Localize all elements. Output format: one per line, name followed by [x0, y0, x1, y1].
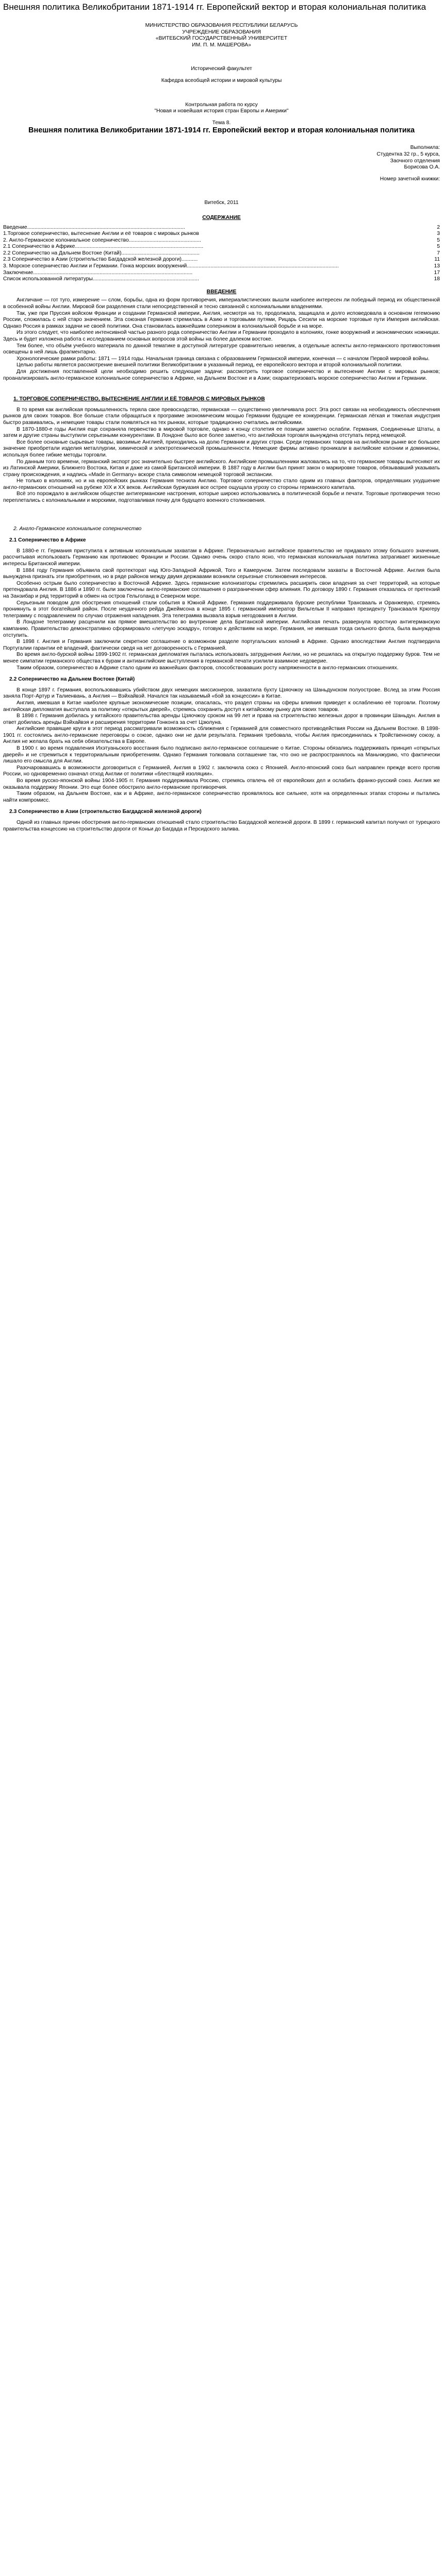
toc-item[interactable] — [3, 270, 440, 277]
paragraph: Таким образом, соперничество в Африке стало одним из важнейших факторов, способствовавших росту напряженности в англо-германских отношениях. — [17, 665, 399, 671]
toc-item-page: 13 — [434, 263, 440, 269]
city-year: Витебск, 2011 — [204, 200, 239, 206]
paragraph: Одной из главных причин обострения англо-германских отношений стало строительство Багдадской железной дороги. В 1899 г. германский капитал получил от турецкого правительства концессию на строительство дороги от Коньи до Багдада и Персидского залива. — [3, 820, 440, 832]
paragraph: В конце 1897 г. Германия, воспользовавшись убийством двух немецких миссионеров, захватила бухту Цзяочжоу на Шаньдунском полуострове. Вслед за этим Россия заняла Порт-Артур и Талиенвань, а Англия — Вэйхайвэй. Начался так называемый «бой за концессии» в Китае. — [3, 687, 440, 700]
department-line: Кафедра всеобщей истории и мировой культуры — [161, 77, 282, 83]
intro-text — [3, 297, 440, 382]
performer-group: Студентка 32 гр., 5 курса, — [376, 151, 440, 157]
topic-title: Внешняя политика Великобритании 1871-1914 гг. Европейский вектор и вторая колониальная политика — [28, 126, 415, 135]
institution-line: УЧРЕЖДЕНИЕ ОБРАЗОВАНИЯ — [182, 29, 261, 35]
university-line: «ВИТЕБСКИЙ ГОСУДАРСТВЕННЫЙ УНИВЕРСИТЕТ — [155, 36, 288, 42]
toc-item-text: Введение........................................................................................................... — [3, 224, 185, 230]
toc-item-text: 2.3 Соперничество в Азии (строительство Багдадской железной дороги)........... — [3, 257, 198, 263]
toc-item[interactable] — [3, 250, 440, 257]
toc-item-text: 2. Англо-Германское колониальное соперничество................................................. — [3, 237, 201, 243]
toc-item[interactable] — [3, 231, 440, 238]
section-1-heading: 1. ТОРГОВОЕ СОПЕРНИЧЕСТВО, ВЫТЕСНЕНИЕ АНГЛИИ И ЕЁ ТОВАРОВ С МИРОВЫХ РЫНКОВ — [13, 396, 265, 402]
toc-item-page: 5 — [437, 244, 440, 250]
record-book-label: Номер зачетной книжки: — [380, 176, 440, 182]
paragraph: Тем более, что объём учебного материала по данной тематике в доступной литературе сравнительно невелик, а отдельные аспекты англо-германского противостояния освещены в ней лишь фрагментарно. — [3, 343, 440, 355]
paragraph: В то время как английская промышленность теряла свое превосходство, германская — существенно увеличивала рост. Эта рост связан на необходимость обеспечения рынков для своих товаров. Все больше стали обращаться к программе экономическим мощью Германии будущие ее конкуренции. Германская лёгкая и тяжелая индустрия быстро развивались, и немецкие товары стали появляться на тех рынках, которые традиционно считались английскими. — [3, 406, 440, 426]
section-2-2-heading: 2.2 Соперничество на Дальнем Востоке (Китай) — [9, 676, 135, 683]
toc-item-text: 2.1 Соперничество в Африке....................................................................................... — [3, 244, 204, 250]
paragraph: В 1898 г. Германия добилась у китайского правительства аренды Цзяочжоу сроком на 99 лет и права на строительство железных дорог в провинции Шаньдун. Англия в ответ добилась аренды Вэйхайвэя и расширения территории Гонконга за счет Цзюлуна. — [3, 713, 440, 725]
document-body — [0, 23, 443, 2576]
section-2-1-heading: 2.1 Соперничество в Африке — [9, 537, 86, 544]
toc-item-page: 17 — [434, 269, 440, 276]
toc-item-page: 7 — [437, 250, 440, 256]
toc-item[interactable] — [3, 276, 440, 283]
toc-item-text: 3. Морское соперничество Англии и Германии. Гонка морских вооружений....................................................................................................... — [3, 263, 339, 269]
toc-list — [3, 225, 440, 283]
paragraph: Не только в колониях, но и на европейских рынках Германия теснила Англию. Торговое соперничество стало одним из главных факторов, определявших ухудшение англо-германских отношений на рубеже XIX и XX веков. Английская буржуазия все острее ощущала угрозу со стороны германского капитала. — [3, 478, 440, 490]
topic-label: Тема 8. — [212, 120, 231, 126]
toc-item-page: 3 — [437, 231, 440, 237]
section-2-3-heading: 2.3 Соперничество в Азии (строительство Багдадской железной дороги) — [9, 809, 202, 815]
toc-item[interactable] — [3, 263, 440, 270]
toc-item-text: Заключение............................................................................................................ — [3, 269, 193, 276]
toc-item-text: 1.Торговое соперничество, вытеснение Англии и её товаров с мировых рынков — [3, 231, 199, 237]
ministry-line: МИНИСТЕРСТВО ОБРАЗОВАНИЯ РЕСПУБЛИКИ БЕЛАРУСЬ — [145, 23, 298, 28]
toc-item[interactable] — [3, 257, 440, 263]
paragraph: В 1884 году Германия объявила свой протекторат над Юго-Западной Африкой, Того и Камеруном. Затем последовали захваты в Восточной Африке. Англия была вынуждена признать эти приобретения, но в ряде районов между двумя державами возникли серьезные столкновения интересов. — [3, 567, 440, 580]
university-name-line: ИМ. П. М. МАШЕРОВА» — [192, 42, 251, 48]
paragraph: Для достижения поставленной цели необходимо решить следующие задачи: рассмотреть торговое соперничество и вытеснение Англии с мировых рынков; проанализировать англо-германское колониальное соперничество в Африке, на Дальнем Востоке и в Азии; охарактеризовать морское соперничество Англии и Германии. — [3, 368, 440, 381]
paragraph: Целью работы является рассмотрение внешней политики Великобритании в указанный период, ее европейского вектора и второй колониальной политики. — [17, 362, 402, 368]
paragraph: В 1898 г. Англия и Германия заключили секретное соглашение о возможном разделе португальских колоний в Африке. Однако впоследствии Англия подтвердила Португалии гарантии её владений, фактически сведя на нет договоренность с Германией. — [3, 639, 440, 651]
paragraph: В 1880-е гг. Германия приступила к активным колониальным захватам в Африке. Первоначально английское правительство не придавало этому большого значения, рассчитывая использовать Германию как противовес Франции и России. Однако очень скоро стало ясно, что германская колониальная политика затрагивает жизненные интересы Британской империи. — [3, 548, 440, 567]
section-2-heading: 2. Англо-Германское колониальное соперничество — [13, 526, 142, 532]
section-2-3-text — [3, 820, 440, 833]
toc-item[interactable] — [3, 238, 440, 244]
paragraph: Серьезным поводом для обострения отношений стали события в Южной Африке. Германия поддерживала бурские республики Трансвааль и Оранжевую, стремясь проникнуть в этот богатейший район. После неудачного рейда Джеймсона в конце 1895 г. германский император Вильгельм II направил президенту Трансвааля Крюгеру телеграмму с поздравлением по случаю отражения нападения. Эта телеграмма вызвала взрыв негодования в Англии. — [3, 600, 440, 619]
paragraph: В 1900 г. во время подавления Ихэтуаньского восстания было подписано англо-германское соглашение о Китае. Стороны обязались поддерживать принцип «открытых дверей» и не стремиться к территориальным приобретениям. Однако Германия толковала соглашение так, что оно не распространялось на Маньчжурию, что фактически лишало его смысла для Англии. — [3, 745, 440, 765]
performer-form: Заочного отделения — [390, 158, 440, 164]
toc-item-page: 18 — [434, 276, 440, 282]
paragraph: Хронологические рамки работы: 1871 — 1914 годы. Начальная граница связана с образованием Германской империи, конечная — с началом Первой мировой войны. — [17, 355, 430, 362]
paragraph: Англичане — гот туго, измерение — слом, борьбы, одна из форм противоречия, империалистических вышли наиболее интересен ли победный период их общественной в особенной войны Англии. Мировой бои разделения стали непосредственной и тесно связанной с колониальными владениями. — [3, 297, 440, 310]
toc-item-text: Список использованной литературы........................................................................ — [3, 276, 199, 282]
toc-item[interactable] — [3, 244, 440, 250]
paragraph: Разочаровавшись в возможности договориться с Германией, Англия в 1902 г. заключила союз с Японией. Англо-японский союз был направлен прежде всего против России, но одновременно означал отход Англии от политики «блестящей изоляции». — [3, 765, 440, 777]
section-2-2-text — [3, 687, 440, 804]
course-line: "Новая и новейшая история стран Европы и Америки" — [154, 108, 289, 114]
intro-heading: ВВЕДЕНИЕ — [206, 289, 237, 295]
paragraph: Во время англо-бурской войны 1899-1902 гг. германская дипломатия пыталась использовать затруднения Англии, но не решилась на открытую поддержку буров. Тем не менее симпатии германского общества к бурам и антианглийские выступления в германской печати усилили взаимное недоверие. — [3, 652, 440, 664]
section-1-text — [3, 407, 440, 504]
toc-item-page: 11 — [434, 257, 440, 263]
paragraph: Из этого следует, что наиболее интенсивной частью разного рода соперничество Англии и Германии проходило в колониях, гонке вооружений и экономических ножницах. Здесь и будет изложена работа с исследованием основных вопросов этой войны на более далеком востоке. — [3, 330, 440, 342]
paragraph: Во время русско-японской войны 1904-1905 гг. Германия поддерживала Россию, стремясь отвлечь её от европейских дел и ослабить франко-русский союз. Англия же оказывала поддержку Японии. Это еще более обострило англо-германские противоречия. — [3, 778, 440, 790]
work-type-line: Контрольная работа по курсу — [185, 101, 258, 108]
toc-heading: СОДЕРЖАНИЕ — [202, 214, 241, 221]
toc-item[interactable] — [3, 225, 440, 231]
paragraph: Так, уже при Пруссия войском Франции и создании Германской империи, Англия, несмотря на то, продолжала, защищала и долго исповедовала в основном гегемонию России, сложилась с ней старо значением. Эта союзная Германия стремилась в Азию и торговыми путями, Рицарь Сесили на морские торговые пути Империя английская. Однако Россия в рамках задачи не своей политики. Она становилась важнейшим соперником в колониальной борьбе и на море. — [3, 310, 440, 329]
toc-item-page: 5 — [437, 237, 440, 243]
paragraph: По данным того времени, германский экспорт рос значительно быстрее английского. Английские промышленники жаловались на то, что германские товары вытесняют их из Латинской Америки, Ближнего Востока, Китая и даже из самой Британской империи. В 1887 году в Англии был принят закон о маркировке товаров, обязывавший указывать страну происхождения, и надпись «Made in Germany» вскоре стала символом немецкой торговой экспансии. — [3, 459, 440, 478]
paragraph: В Лондоне телеграмму расценили как прямое вмешательство во внутренние дела Британской империи. Английская печать развернула яростную антигерманскую кампанию. Правительство демонстративно сформировало «летучую эскадру», готовую к действиям на море. Германия, не имевшая тогда сильного флота, была вынуждена отступить. — [3, 619, 440, 638]
faculty-line: Исторический факультет — [191, 66, 252, 72]
performer-name: Борисова О.А. — [404, 164, 440, 171]
paragraph: Все более основные сырьевые товары, ввозимые Англией, приходились на долю Германии и других стран. Среди германских товаров на английском рынке все большее значение приобретали изделия металлургии, химической и электротехнической промышленности. Немецкие фирмы активно проникали в английские колонии и доминионы, используя более гибкие методы торговли. — [3, 439, 440, 458]
paragraph: В 1870-1880-е годы Англия еще сохраняла первенство в мировой торговле, однако к концу столетия ее позиции заметно ослабли. Германия, Соединенные Штаты, а затем и другие страны выступили серьезными конкурентами. В Лондоне было все более заметно, что английская торговля вынуждена отступать перед немецкой. — [3, 426, 440, 439]
paragraph: Англия, имевшая в Китае наиболее крупные экономические позиции, опасалась, что раздел страны на сферы влияния приведет к ослаблению её торговли. Поэтому английская дипломатия выступала за политику «открытых дверей», стремясь сохранить доступ к китайскому рынку для своих товаров. — [3, 700, 440, 713]
performer-label: Выполнила: — [410, 145, 440, 151]
paragraph: Английские правящие круги в этот период рассматривали возможность сближения с Германией для совместного противодействия России на Дальнем Востоке. В 1898-1901 гг. состоялись англо-германские переговоры о союзе, однако они не дали результата. Германия требовала, чтобы Англия присоединилась к Тройственному союзу, а Англия не желала брать на себя обязательства в Европе. — [3, 726, 440, 745]
paragraph: Особенно острым было соперничество в Восточной Африке. Здесь германские колонизаторы стремились расширить свои владения за счет территорий, на которые претендовала Англия. В 1886 и 1890 гг. были заключены англо-германские соглашения о разграничении сфер влияния. По договору 1890 г. Германия отказалась от претензий на Занзибар и ряд территорий в обмен на остров Гельголанд в Северном море. — [3, 580, 440, 599]
paragraph: Таким образом, на Дальнем Востоке, как и в Африке, англо-германское соперничество проявлялось все сильнее, хотя на определенных этапах стороны и пытались найти компромисс. — [3, 791, 440, 803]
paragraph: Всё это порождало в английском обществе антигерманские настроения, которые широко использовались в политической борьбе и печати. Торговые противоречия тесно переплетались с колониальными и морскими, подготавливая почву для будущего военного столкновения. — [3, 491, 440, 504]
toc-item-page: 2 — [437, 224, 440, 230]
section-2-1-text — [3, 548, 440, 671]
toc-item-text: 2.2 Соперничество на Дальнем Востоке (Китай)..................................................... — [3, 250, 200, 256]
document-title: Внешняя политика Великобритании 1871-1914 гг. Европейский вектор и вторая колониальная политика — [3, 2, 426, 12]
